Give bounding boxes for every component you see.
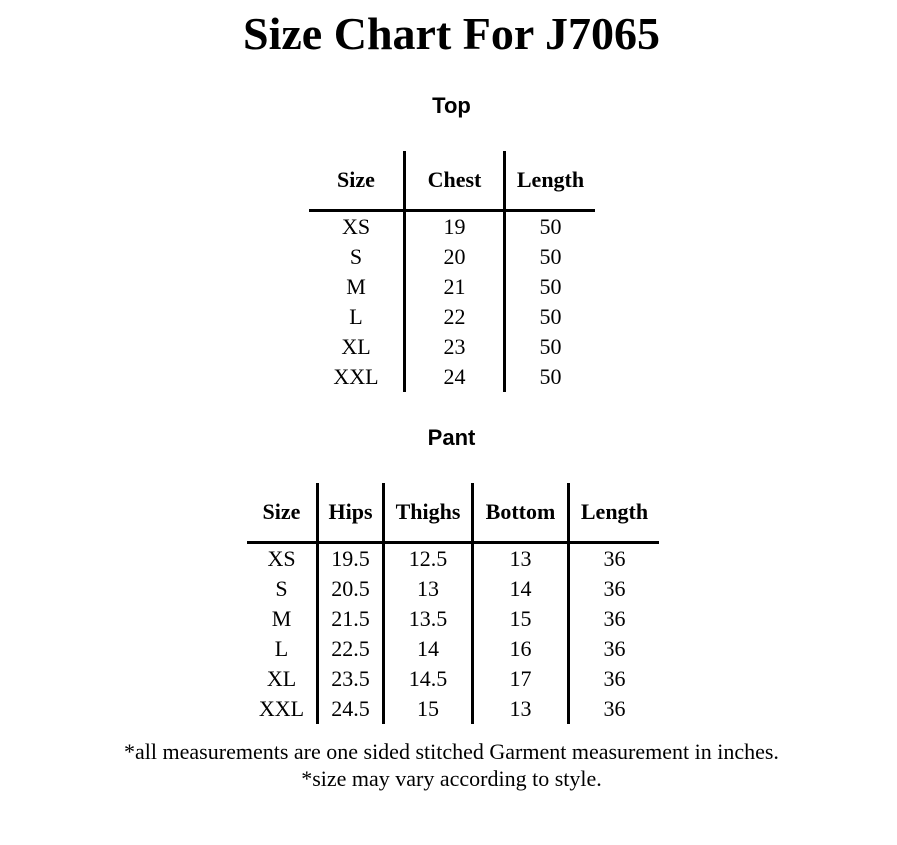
- size-cell: XXL: [247, 694, 318, 724]
- size-cell: XS: [247, 543, 318, 575]
- top-section-heading: Top: [432, 93, 471, 118]
- table-row: [309, 362, 595, 392]
- table-row: [309, 302, 595, 332]
- note-measurements: *all measurements are one sided stitched Garment measurement in inches.: [124, 739, 779, 764]
- top-header-length: Length: [505, 151, 596, 211]
- chest-cell: 22: [405, 302, 505, 332]
- size-cell: XL: [247, 664, 318, 694]
- length-cell: 50: [539, 274, 562, 299]
- bottom-cell: 14: [473, 574, 569, 604]
- hips-cell: 23.5: [318, 664, 384, 694]
- length-cell: 36: [603, 576, 626, 601]
- table-row: [247, 694, 659, 724]
- chest-cell: 20: [405, 242, 505, 272]
- length-cell: 50: [539, 334, 562, 359]
- table-row: [247, 543, 659, 575]
- hips-cell: 24.5: [318, 694, 384, 724]
- thighs-cell: 15: [384, 694, 473, 724]
- length-cell: 36: [603, 696, 626, 721]
- note-size-variation: *size may vary according to style.: [301, 766, 602, 791]
- hips-cell: 22.5: [318, 634, 384, 664]
- top-size-table: [309, 151, 595, 392]
- table-row: [309, 332, 595, 362]
- length-cell: 50: [539, 214, 562, 239]
- thighs-cell: 13: [384, 574, 473, 604]
- pant-header-thighs: Thighs: [384, 483, 473, 543]
- pant-header-size: Size: [247, 483, 318, 543]
- top-header-row: [309, 151, 595, 211]
- size-cell: M: [247, 604, 318, 634]
- chest-cell: 23: [405, 332, 505, 362]
- pant-header-hips: Hips: [318, 483, 384, 543]
- size-cell: XL: [309, 332, 405, 362]
- bottom-cell: 13: [473, 543, 569, 575]
- pant-section-heading: Pant: [427, 425, 476, 450]
- table-row: [309, 272, 595, 302]
- bottom-cell: 16: [473, 634, 569, 664]
- length-cell: 36: [603, 636, 626, 661]
- length-cell: 36: [603, 606, 626, 631]
- length-cell: 50: [539, 364, 562, 389]
- pant-size-table: [247, 483, 659, 724]
- size-cell: M: [309, 272, 405, 302]
- pant-header-bottom: Bottom: [473, 483, 569, 543]
- size-cell: XXL: [309, 362, 405, 392]
- chest-cell: 19: [405, 211, 505, 243]
- size-cell: XS: [309, 211, 405, 243]
- hips-cell: 19.5: [318, 543, 384, 575]
- page-title: Size Chart For J7065: [243, 8, 660, 59]
- thighs-cell: 14: [384, 634, 473, 664]
- thighs-cell: 12.5: [384, 543, 473, 575]
- pant-header-length: Length: [569, 483, 660, 543]
- chest-cell: 21: [405, 272, 505, 302]
- bottom-cell: 13: [473, 694, 569, 724]
- length-cell: 36: [603, 546, 626, 571]
- length-cell: 50: [539, 304, 562, 329]
- hips-cell: 21.5: [318, 604, 384, 634]
- table-row: [309, 211, 595, 243]
- hips-cell: 20.5: [318, 574, 384, 604]
- chest-cell: 24: [405, 362, 505, 392]
- table-row: [247, 664, 659, 694]
- bottom-cell: 15: [473, 604, 569, 634]
- size-cell: L: [247, 634, 318, 664]
- table-row: [247, 574, 659, 604]
- top-header-size: Size: [309, 151, 405, 211]
- size-cell: L: [309, 302, 405, 332]
- table-row: [247, 634, 659, 664]
- bottom-cell: 17: [473, 664, 569, 694]
- thighs-cell: 13.5: [384, 604, 473, 634]
- length-cell: 36: [603, 666, 626, 691]
- size-cell: S: [309, 242, 405, 272]
- length-cell: 50: [539, 244, 562, 269]
- top-header-chest: Chest: [405, 151, 505, 211]
- size-cell: S: [247, 574, 318, 604]
- table-row: [309, 242, 595, 272]
- pant-header-row: [247, 483, 659, 543]
- measurement-notes: [0, 738, 897, 792]
- table-row: [247, 604, 659, 634]
- thighs-cell: 14.5: [384, 664, 473, 694]
